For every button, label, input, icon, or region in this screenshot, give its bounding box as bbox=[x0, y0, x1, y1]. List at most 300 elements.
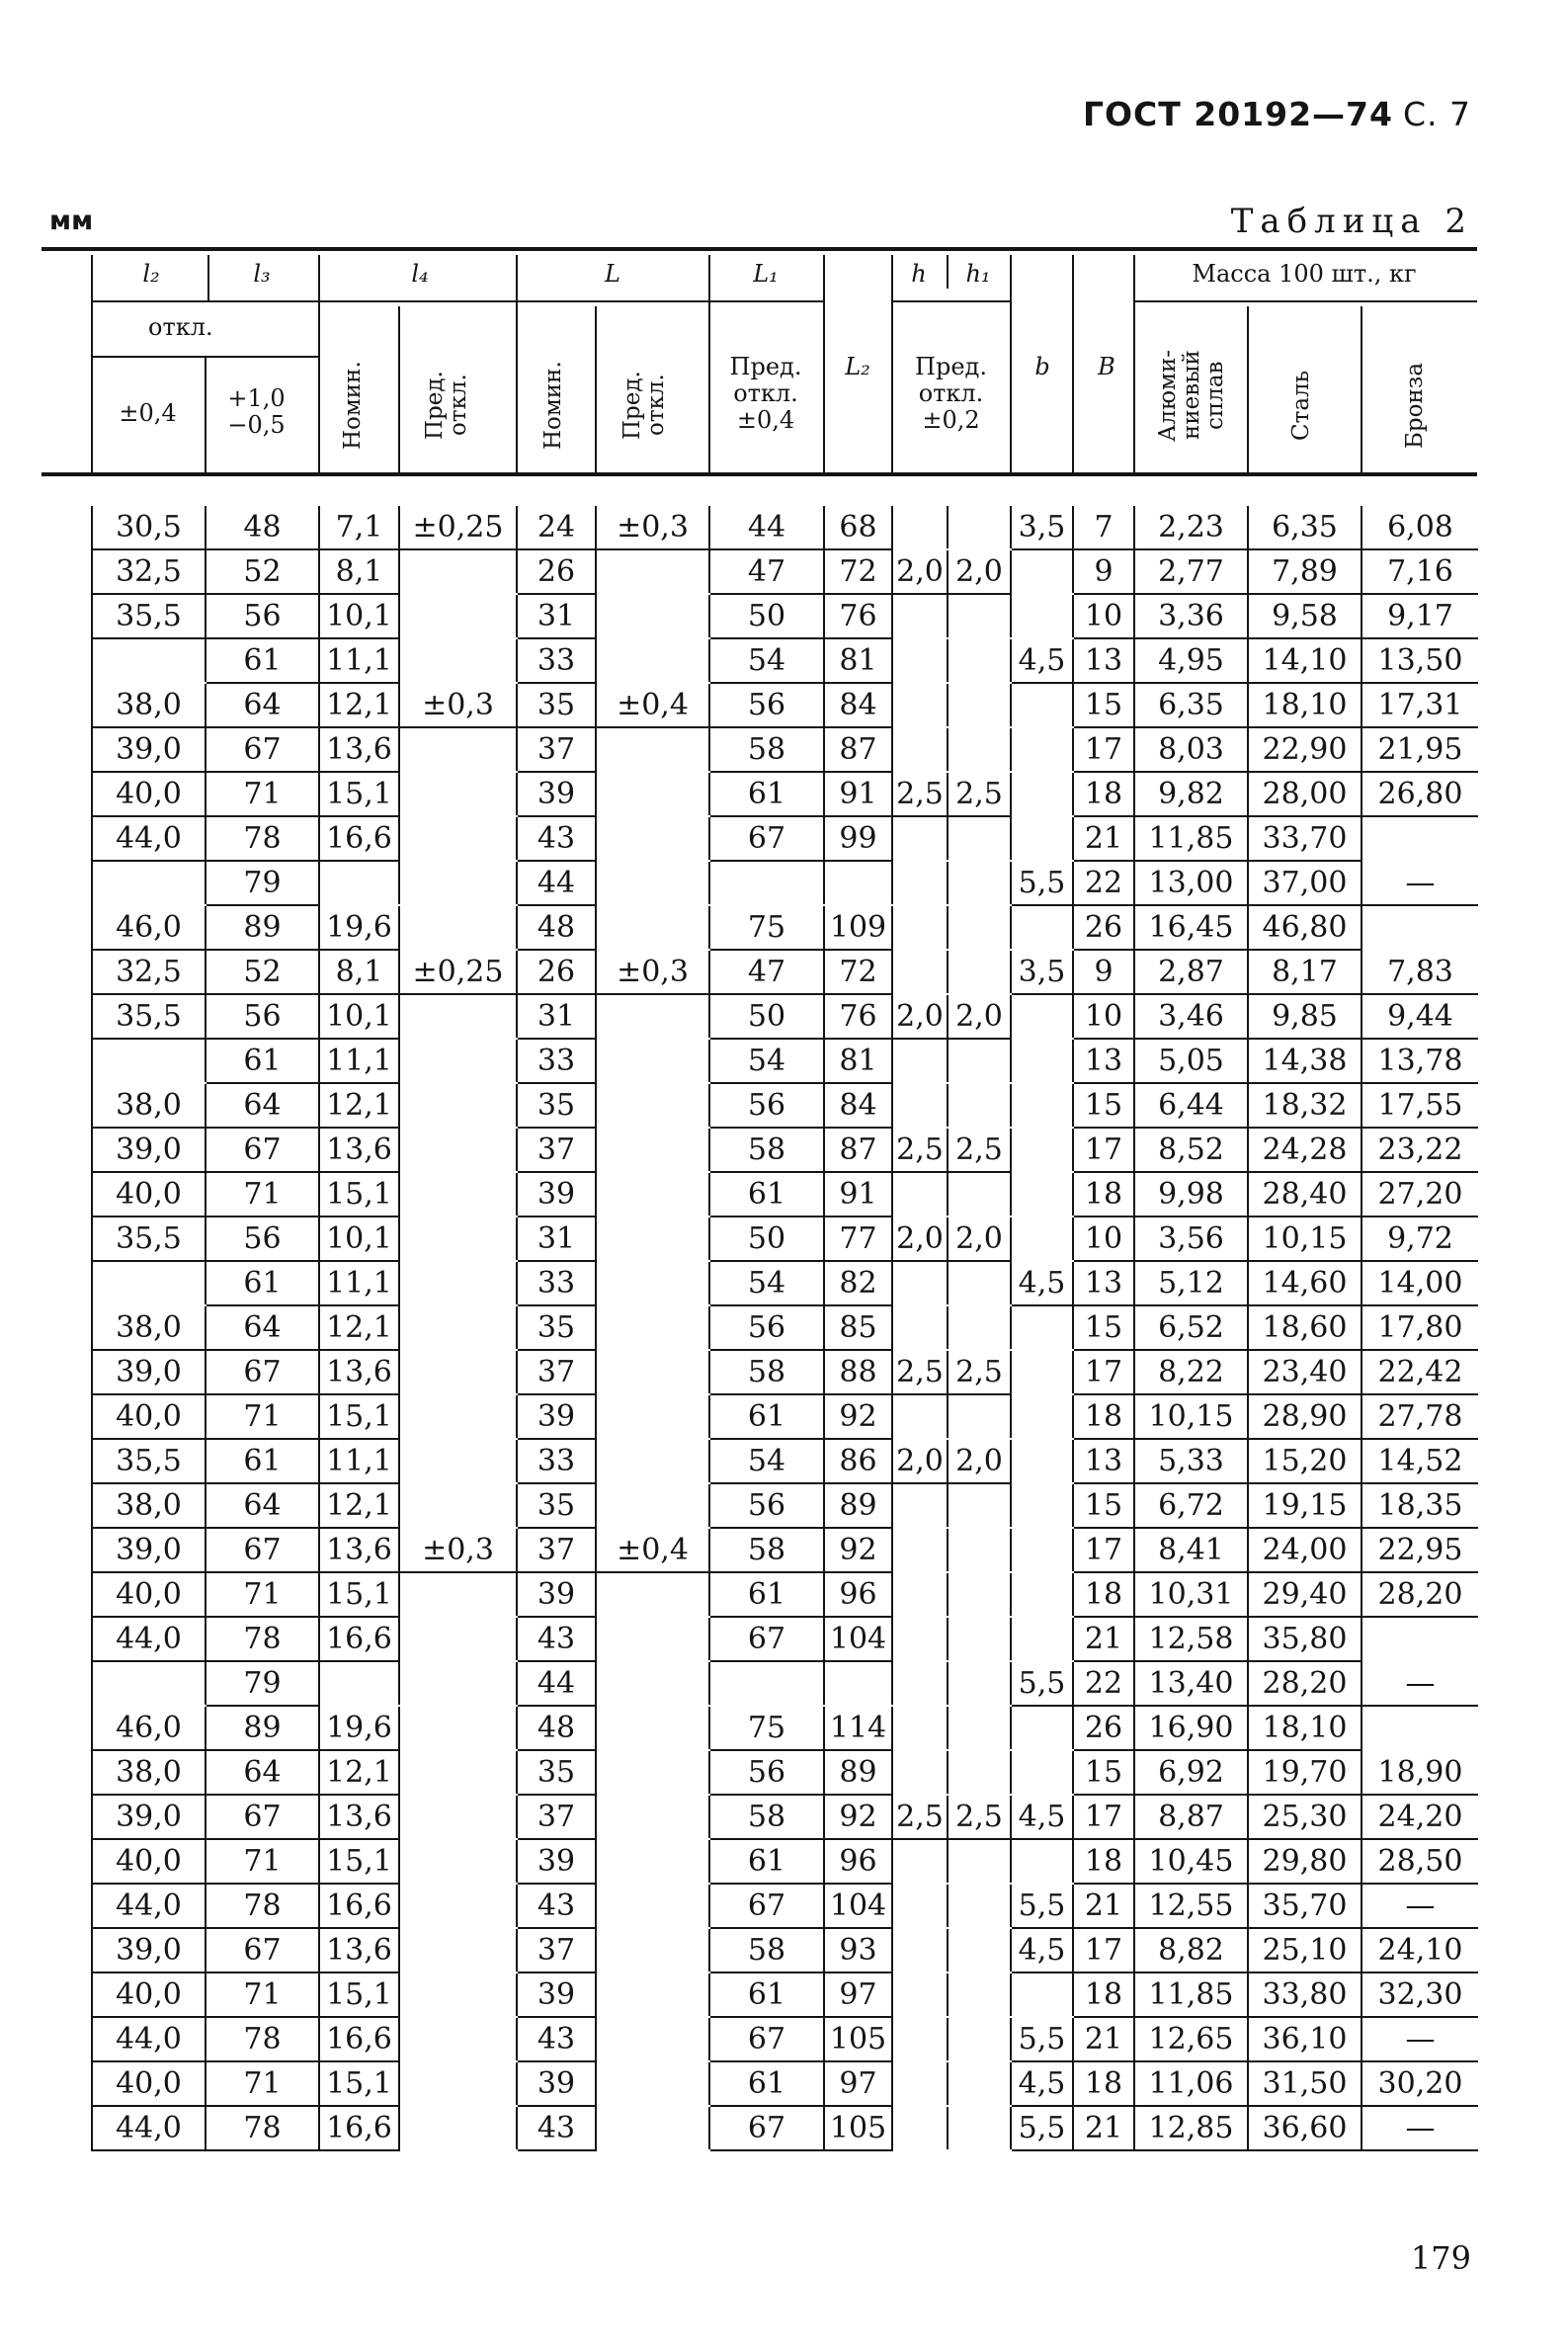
table-cell: 96 bbox=[824, 1839, 892, 1884]
table-cell: 54 bbox=[709, 638, 824, 683]
table-cell: 58 bbox=[709, 727, 824, 772]
table-cell: 26 bbox=[517, 549, 596, 594]
table-cell: 17 bbox=[1073, 1795, 1134, 1839]
table-cell: 61 bbox=[709, 2061, 824, 2106]
table-cell: 67 bbox=[206, 1350, 319, 1394]
table-cell: 2,5 bbox=[892, 1350, 948, 1394]
table-cell bbox=[1011, 1972, 1073, 2017]
table-cell: 39 bbox=[517, 1172, 596, 1217]
table-cell: 35 bbox=[517, 683, 596, 727]
table-cell: 10,45 bbox=[1134, 1839, 1248, 1884]
header-divider bbox=[318, 255, 320, 472]
table-cell: 13,6 bbox=[319, 727, 399, 772]
table-cell: 28,40 bbox=[1248, 1172, 1362, 1217]
table-cell: 3,5 bbox=[1011, 506, 1073, 549]
table-cell: 56 bbox=[206, 994, 319, 1039]
table-cell: 26 bbox=[517, 950, 596, 994]
header-rule bbox=[516, 300, 708, 302]
table-cell: 30,20 bbox=[1362, 2061, 1478, 2106]
table-cell: 33,70 bbox=[1248, 816, 1362, 861]
table-cell: 75 bbox=[709, 1706, 824, 1750]
table-cell: 5,12 bbox=[1134, 1261, 1248, 1305]
table-cell: 12,55 bbox=[1134, 1884, 1248, 1928]
table-cell bbox=[948, 861, 1011, 905]
table-cell: 33 bbox=[517, 1439, 596, 1483]
table-cell: 10,15 bbox=[1248, 1217, 1362, 1261]
table-cell: 14,00 bbox=[1362, 1261, 1478, 1305]
col-l3: l₃ bbox=[253, 260, 271, 288]
table-cell: 35,70 bbox=[1248, 1884, 1362, 1928]
table-cell bbox=[892, 1928, 948, 1972]
table-cell bbox=[399, 772, 517, 816]
table-cell bbox=[596, 1928, 709, 1972]
header-divider bbox=[207, 255, 209, 300]
table-cell bbox=[948, 1261, 1011, 1305]
table-cell: 15,20 bbox=[1248, 1439, 1362, 1483]
table-cell: ±0,4 bbox=[596, 683, 709, 727]
table-cell: ±0,25 bbox=[399, 506, 517, 549]
table-cell: 67 bbox=[206, 1528, 319, 1572]
table-cell bbox=[596, 1884, 709, 1928]
table-cell bbox=[948, 1928, 1011, 1972]
table-row bbox=[92, 683, 1478, 727]
header-rule bbox=[1133, 300, 1477, 302]
tolerance-label: откл. bbox=[148, 313, 213, 341]
table-cell: 26,80 bbox=[1362, 772, 1478, 816]
table-cell: 17 bbox=[1073, 1128, 1134, 1172]
table-cell bbox=[892, 1083, 948, 1128]
table-cell bbox=[596, 1261, 709, 1305]
table-cell: 76 bbox=[824, 594, 892, 638]
table-cell: 9,82 bbox=[1134, 772, 1248, 816]
table-cell: 26 bbox=[1073, 1706, 1134, 1750]
table-cell: 71 bbox=[206, 1839, 319, 1884]
table-cell: 38,0 bbox=[92, 1750, 206, 1795]
table-cell: 81 bbox=[824, 1039, 892, 1083]
table-cell: 58 bbox=[709, 1928, 824, 1972]
table-cell bbox=[892, 1305, 948, 1350]
table-cell bbox=[892, 1617, 948, 1661]
table-cell: 99 bbox=[824, 816, 892, 861]
table-cell: 61 bbox=[206, 1439, 319, 1483]
table-cell: 64 bbox=[206, 1305, 319, 1350]
table-cell bbox=[92, 1039, 206, 1083]
table-cell bbox=[399, 816, 517, 861]
table-cell bbox=[596, 861, 709, 905]
table-cell bbox=[892, 1483, 948, 1528]
table-cell: 11,06 bbox=[1134, 2061, 1248, 2106]
table-cell bbox=[596, 1483, 709, 1528]
table-cell: 6,08 bbox=[1362, 506, 1478, 549]
table-row bbox=[92, 1305, 1478, 1350]
table-cell: 72 bbox=[824, 950, 892, 994]
table-cell: 67 bbox=[206, 1795, 319, 1839]
table-cell: 35 bbox=[517, 1483, 596, 1528]
L-deviation: Пред. откл. bbox=[619, 371, 669, 440]
table-cell: 58 bbox=[709, 1128, 824, 1172]
table-cell: 68 bbox=[824, 506, 892, 549]
table-cell: 50 bbox=[709, 594, 824, 638]
table-cell bbox=[399, 594, 517, 638]
table-cell: 15,1 bbox=[319, 1972, 399, 2017]
L1-deviation: Пред. откл. ±0,4 bbox=[729, 353, 802, 434]
table-cell: 37 bbox=[517, 1128, 596, 1172]
table-cell bbox=[399, 1750, 517, 1795]
table-cell: 2,0 bbox=[892, 994, 948, 1039]
table-cell: 64 bbox=[206, 1750, 319, 1795]
table-cell bbox=[596, 905, 709, 950]
table-cell: 58 bbox=[709, 1350, 824, 1394]
table-cell bbox=[892, 1172, 948, 1217]
header-divider bbox=[891, 255, 893, 472]
table-cell bbox=[948, 1394, 1011, 1439]
table-cell: 77 bbox=[824, 1217, 892, 1261]
h-deviation: Пред. откл. ±0,2 bbox=[915, 353, 987, 434]
table-cell bbox=[1011, 905, 1073, 950]
table-cell bbox=[399, 1305, 517, 1350]
table-cell bbox=[892, 816, 948, 861]
table-cell: 64 bbox=[206, 1083, 319, 1128]
l3-tolerance: +1,0 −0,5 bbox=[227, 384, 286, 439]
table-cell: 2,87 bbox=[1134, 950, 1248, 994]
table-cell: 9,72 bbox=[1362, 1217, 1478, 1261]
table-cell bbox=[399, 2106, 517, 2150]
table-cell: 4,5 bbox=[1011, 1795, 1073, 1839]
col-mass: Масса 100 шт., кг bbox=[1192, 260, 1417, 288]
table-cell: 92 bbox=[824, 1394, 892, 1439]
table-cell: 15,1 bbox=[319, 1572, 399, 1617]
table-cell: 16,45 bbox=[1134, 905, 1248, 950]
table-cell bbox=[1011, 994, 1073, 1039]
table-row bbox=[92, 549, 1478, 594]
table-cell: 19,6 bbox=[319, 905, 399, 950]
table-cell bbox=[824, 1661, 892, 1706]
header-rule bbox=[318, 300, 516, 302]
table-cell: 48 bbox=[517, 1706, 596, 1750]
table-cell: 15 bbox=[1073, 1083, 1134, 1128]
table-cell: 15 bbox=[1073, 1483, 1134, 1528]
table-cell: 105 bbox=[824, 2017, 892, 2061]
table-cell bbox=[892, 2061, 948, 2106]
table-cell bbox=[1011, 1439, 1073, 1483]
table-cell: 28,90 bbox=[1248, 1394, 1362, 1439]
table-cell: 17,55 bbox=[1362, 1083, 1478, 1128]
table-cell bbox=[399, 1839, 517, 1884]
table-cell: 15,1 bbox=[319, 772, 399, 816]
table-cell bbox=[709, 1661, 824, 1706]
table-cell bbox=[948, 1661, 1011, 1706]
table-cell bbox=[948, 905, 1011, 950]
table-cell: 18,60 bbox=[1248, 1305, 1362, 1350]
table-cell: 37 bbox=[517, 1928, 596, 1972]
table-cell: 78 bbox=[206, 816, 319, 861]
table-row bbox=[92, 1928, 1478, 1972]
table-cell: 61 bbox=[709, 1972, 824, 2017]
table-cell: 18 bbox=[1073, 1572, 1134, 1617]
table-cell bbox=[892, 905, 948, 950]
table-cell bbox=[92, 1261, 206, 1305]
table-cell: 13,6 bbox=[319, 1795, 399, 1839]
table-cell bbox=[596, 994, 709, 1039]
table-cell: 37,00 bbox=[1248, 861, 1362, 905]
table-cell: 5,05 bbox=[1134, 1039, 1248, 1083]
table-cell: 9,85 bbox=[1248, 994, 1362, 1039]
table-cell: 89 bbox=[206, 905, 319, 950]
table-cell bbox=[399, 2017, 517, 2061]
table-cell bbox=[892, 1972, 948, 2017]
table-cell bbox=[399, 1039, 517, 1083]
table-cell: 13,50 bbox=[1362, 638, 1478, 683]
table-cell: 87 bbox=[824, 1128, 892, 1172]
table-cell: 7,83 bbox=[1362, 950, 1478, 994]
table-cell: 18 bbox=[1073, 1839, 1134, 1884]
header-divider bbox=[823, 255, 825, 472]
table-cell: 46,0 bbox=[92, 1706, 206, 1750]
table-row bbox=[92, 1884, 1478, 1928]
table-cell: 9 bbox=[1073, 950, 1134, 994]
table-cell: 81 bbox=[824, 638, 892, 683]
table-cell: 78 bbox=[206, 2017, 319, 2061]
table-cell: 33 bbox=[517, 1261, 596, 1305]
table-row bbox=[92, 1795, 1478, 1839]
table-cell bbox=[399, 1261, 517, 1305]
table-cell: 18 bbox=[1073, 772, 1134, 816]
table-cell: 17,31 bbox=[1362, 683, 1478, 727]
header-rule bbox=[91, 356, 318, 358]
table-cell: 86 bbox=[824, 1439, 892, 1483]
table-cell: 23,40 bbox=[1248, 1350, 1362, 1394]
table-top-rule bbox=[41, 247, 1477, 251]
col-L2: L₂ bbox=[845, 353, 870, 380]
table-cell bbox=[399, 1928, 517, 1972]
alum-alloy: Алюми- ниевый сплав bbox=[1155, 349, 1228, 442]
table-cell bbox=[948, 816, 1011, 861]
table-cell: 46,80 bbox=[1248, 905, 1362, 950]
header-divider bbox=[595, 306, 597, 472]
table-cell: 56 bbox=[709, 1305, 824, 1350]
table-cell: 13,6 bbox=[319, 1350, 399, 1394]
table-cell: 15,1 bbox=[319, 2061, 399, 2106]
standard-code: ГОСТ 20192—74 bbox=[1082, 95, 1393, 133]
table-cell: 8,1 bbox=[319, 950, 399, 994]
table-row bbox=[92, 1172, 1478, 1217]
table-cell bbox=[892, 683, 948, 727]
table-cell: 36,60 bbox=[1248, 2106, 1362, 2150]
table-cell: — bbox=[1362, 2106, 1478, 2150]
table-cell: 5,5 bbox=[1011, 1661, 1073, 1706]
table-cell: ±0,3 bbox=[596, 950, 709, 994]
table-cell: 37 bbox=[517, 1795, 596, 1839]
table-cell: 39,0 bbox=[92, 1528, 206, 1572]
table-cell bbox=[1011, 1572, 1073, 1617]
table-cell: 78 bbox=[206, 2106, 319, 2150]
table-cell bbox=[948, 2106, 1011, 2150]
document-header bbox=[1083, 95, 1471, 133]
table-cell: 24 bbox=[517, 506, 596, 549]
table-cell bbox=[596, 2106, 709, 2150]
table-cell: 40,0 bbox=[92, 2061, 206, 2106]
table-cell bbox=[596, 1394, 709, 1439]
table-cell: 79 bbox=[206, 1661, 319, 1706]
table-cell: 38,0 bbox=[92, 1305, 206, 1350]
table-row bbox=[92, 1261, 1478, 1305]
table-cell: 4,5 bbox=[1011, 1261, 1073, 1305]
table-cell: 44,0 bbox=[92, 2017, 206, 2061]
table-cell bbox=[892, 1661, 948, 1706]
table-cell: 11,1 bbox=[319, 1039, 399, 1083]
table-cell: 67 bbox=[709, 816, 824, 861]
table-cell bbox=[948, 2061, 1011, 2106]
table-cell bbox=[399, 1394, 517, 1439]
dimensions-table bbox=[91, 506, 1478, 2151]
col-l4: l₄ bbox=[411, 260, 429, 288]
table-cell bbox=[948, 638, 1011, 683]
table-cell: 3,36 bbox=[1134, 594, 1248, 638]
table-cell: 6,44 bbox=[1134, 1083, 1248, 1128]
table-cell: 35,80 bbox=[1248, 1617, 1362, 1661]
table-cell bbox=[892, 2017, 948, 2061]
table-cell: 91 bbox=[824, 1172, 892, 1217]
table-cell bbox=[892, 594, 948, 638]
table-cell: 47 bbox=[709, 549, 824, 594]
table-cell bbox=[399, 1350, 517, 1394]
table-cell: 40,0 bbox=[92, 1394, 206, 1439]
table-cell: 10,1 bbox=[319, 1217, 399, 1261]
table-cell: 27,78 bbox=[1362, 1394, 1478, 1439]
table-cell bbox=[1011, 1528, 1073, 1572]
table-cell: 56 bbox=[709, 1083, 824, 1128]
table-cell: 44 bbox=[517, 1661, 596, 1706]
table-row bbox=[92, 1750, 1478, 1795]
table-cell: 9,17 bbox=[1362, 594, 1478, 638]
table-cell bbox=[1011, 1706, 1073, 1750]
table-cell: ±0,4 bbox=[596, 1528, 709, 1572]
table-cell: 24,00 bbox=[1248, 1528, 1362, 1572]
table-cell: 23,22 bbox=[1362, 1128, 1478, 1172]
table-title: Таблица 2 bbox=[1230, 202, 1473, 241]
table-cell: 24,10 bbox=[1362, 1928, 1478, 1972]
table-cell bbox=[892, 1572, 948, 1617]
table-cell: 85 bbox=[824, 1305, 892, 1350]
table-cell: 48 bbox=[517, 905, 596, 950]
table-cell bbox=[596, 2017, 709, 2061]
table-cell: 6,35 bbox=[1134, 683, 1248, 727]
table-cell: 12,1 bbox=[319, 1083, 399, 1128]
header-divider bbox=[947, 255, 949, 289]
table-cell: 7,1 bbox=[319, 506, 399, 549]
table-cell: 8,17 bbox=[1248, 950, 1362, 994]
table-cell: 16,6 bbox=[319, 816, 399, 861]
table-cell: 13 bbox=[1073, 1039, 1134, 1083]
table-cell: 50 bbox=[709, 994, 824, 1039]
table-cell: 5,5 bbox=[1011, 861, 1073, 905]
table-cell: 40,0 bbox=[92, 1972, 206, 2017]
table-cell bbox=[399, 1972, 517, 2017]
table-cell: 61 bbox=[206, 638, 319, 683]
table-cell: 17 bbox=[1073, 1528, 1134, 1572]
table-row bbox=[92, 2106, 1478, 2150]
table-cell: 104 bbox=[824, 1617, 892, 1661]
table-cell: 56 bbox=[709, 683, 824, 727]
table-cell bbox=[948, 1039, 1011, 1083]
table-cell: ±0,3 bbox=[399, 1528, 517, 1572]
table-cell bbox=[399, 1795, 517, 1839]
table-cell: 2,5 bbox=[892, 772, 948, 816]
table-cell: 19,15 bbox=[1248, 1483, 1362, 1528]
table-cell: 9,58 bbox=[1248, 594, 1362, 638]
table-row bbox=[92, 905, 1478, 950]
table-cell: 89 bbox=[206, 1706, 319, 1750]
table-cell: 21 bbox=[1073, 816, 1134, 861]
table-cell: 2,0 bbox=[948, 1439, 1011, 1483]
table-cell: 39 bbox=[517, 1839, 596, 1884]
table-cell: 2,5 bbox=[892, 1128, 948, 1172]
table-cell: 25,10 bbox=[1248, 1928, 1362, 1972]
table-cell: 64 bbox=[206, 1483, 319, 1528]
table-cell: 39 bbox=[517, 2061, 596, 2106]
table-row bbox=[92, 1572, 1478, 1617]
table-cell: 87 bbox=[824, 727, 892, 772]
table-cell bbox=[1011, 1483, 1073, 1528]
table-cell bbox=[1011, 1083, 1073, 1128]
table-cell bbox=[892, 1394, 948, 1439]
table-cell: 17 bbox=[1073, 727, 1134, 772]
header-bottom-rule bbox=[41, 472, 1477, 476]
table-cell bbox=[892, 861, 948, 905]
table-cell: 10 bbox=[1073, 594, 1134, 638]
header-divider bbox=[205, 358, 206, 472]
table-cell: 44,0 bbox=[92, 1617, 206, 1661]
table-cell bbox=[399, 1617, 517, 1661]
table-cell bbox=[596, 1839, 709, 1884]
table-cell: 84 bbox=[824, 1083, 892, 1128]
table-cell: 18 bbox=[1073, 2061, 1134, 2106]
table-cell: 15 bbox=[1073, 1750, 1134, 1795]
table-cell: 13,40 bbox=[1134, 1661, 1248, 1706]
table-cell: 67 bbox=[206, 1128, 319, 1172]
table-row bbox=[92, 994, 1478, 1039]
table-cell bbox=[399, 638, 517, 683]
table-cell: 10,31 bbox=[1134, 1572, 1248, 1617]
table-cell: 27,20 bbox=[1362, 1172, 1478, 1217]
table-cell bbox=[892, 1839, 948, 1884]
table-cell bbox=[1011, 1617, 1073, 1661]
header-divider bbox=[1133, 255, 1135, 472]
table-cell: 18 bbox=[1073, 1972, 1134, 2017]
table-cell: 21,95 bbox=[1362, 727, 1478, 772]
table-cell bbox=[892, 727, 948, 772]
table-cell bbox=[399, 1572, 517, 1617]
table-cell: 4,95 bbox=[1134, 638, 1248, 683]
page-reference: С. 7 bbox=[1402, 95, 1471, 133]
table-row bbox=[92, 2017, 1478, 2061]
table-cell bbox=[399, 994, 517, 1039]
table-cell: 52 bbox=[206, 549, 319, 594]
table-cell: — bbox=[1362, 861, 1478, 905]
table-cell: 15,1 bbox=[319, 1394, 399, 1439]
table-cell: 6,72 bbox=[1134, 1483, 1248, 1528]
table-cell: 78 bbox=[206, 1617, 319, 1661]
l4-deviation: Пред. откл. bbox=[422, 371, 471, 440]
table-cell: 2,5 bbox=[948, 1128, 1011, 1172]
table-cell: 56 bbox=[206, 1217, 319, 1261]
table-cell: 114 bbox=[824, 1706, 892, 1750]
table-cell: 48 bbox=[206, 506, 319, 549]
table-cell: 10,15 bbox=[1134, 1394, 1248, 1439]
table-cell: 7,89 bbox=[1248, 549, 1362, 594]
table-cell bbox=[596, 1083, 709, 1128]
table-cell: 22,90 bbox=[1248, 727, 1362, 772]
